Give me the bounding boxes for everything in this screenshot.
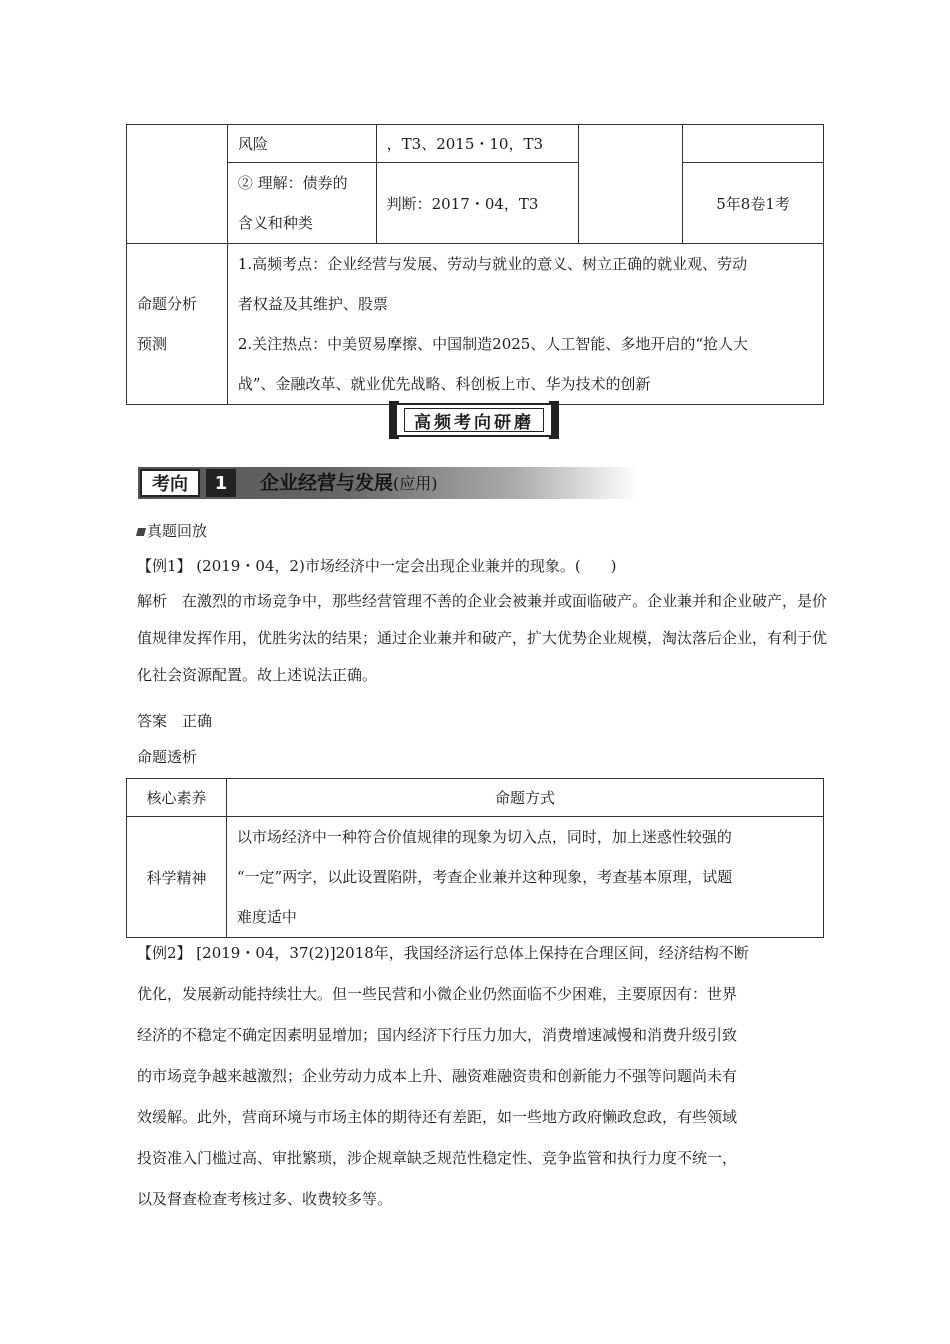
method-line: “一定”两字，以此设置陷阱，考查企业兼并这种现象，考查基本原理，试题 xyxy=(236,868,733,886)
analysis-line: 者权益及其维护、股票 xyxy=(237,295,388,313)
table-cell-exam-record: ，T3、2015・10，T3 xyxy=(376,125,579,163)
table-cell-empty xyxy=(579,125,683,244)
example2-line: 经济的不稳定不确定因素明显增加；国内经济下行压力加大，消费增速减慢和消费升级引致 xyxy=(137,1026,738,1044)
table-cell-frequency: 5年8卷1考 xyxy=(683,163,824,244)
table-cell-topic: 风险 xyxy=(227,125,376,163)
analysis-label-line: 预测 xyxy=(137,335,168,353)
analysis-line: 战”、金融改革、就业优先战略、科创板上市、华为技术的创新 xyxy=(237,375,651,393)
cell-line: ② 理解：债券的 xyxy=(237,174,348,192)
topic-tag: 考向 xyxy=(140,469,200,497)
example2-line: 的市场竞争越来越激烈；企业劳动力成本上升、融资难融资贵和创新能力不强等问题尚未有 xyxy=(137,1067,738,1085)
topic-subtitle: (应用) xyxy=(393,474,438,493)
analysis-content-cell xyxy=(227,244,823,405)
table-cell-topic xyxy=(227,163,376,244)
analysis-label-cell xyxy=(127,244,228,405)
table-header-cell: 核心素养 xyxy=(127,779,227,817)
topic-title xyxy=(260,469,438,497)
heading-review xyxy=(137,520,207,541)
topic-header-bar xyxy=(138,467,638,499)
table-cell-empty xyxy=(127,125,228,244)
example2-line: 【例2】 [2019・04，37(2)]2018年，我国经济运行总体上保持在合理区间，经济结构不断 xyxy=(137,944,749,962)
example2-line: 优化，发展新动能持续壮大。但一些民营和小微企业仍然面临不少困难，主要原因有：世界 xyxy=(137,985,738,1003)
analysis-label-line: 命题分析 xyxy=(137,295,198,313)
analysis-line: 2.关注热点：中美贸易摩擦、中国制造2025、人工智能、多地开启的“抢人大 xyxy=(237,335,749,353)
table-cell-empty xyxy=(683,125,824,163)
table-cell-method xyxy=(226,817,823,938)
example1-question: 【例1】 (2019・04，2)市场经济中一定会出现企业兼并的现象。( ) xyxy=(137,557,617,575)
method-line: 以市场经济中一种符合价值规律的现象为切入点，同时，加上迷惑性较强的 xyxy=(236,828,732,846)
cell-line: 含义和种类 xyxy=(237,214,313,232)
table-cell-quality: 科学精神 xyxy=(127,817,227,938)
exam-stats-table xyxy=(126,124,824,405)
square-bullet-icon xyxy=(136,528,146,536)
table-header-cell: 命题方式 xyxy=(226,779,823,817)
banner-title: 高频考向研磨 xyxy=(404,408,544,432)
answer-line: 答案 正确 xyxy=(137,712,213,730)
section-banner xyxy=(395,403,553,437)
analysis-table xyxy=(126,778,824,938)
table-cell-exam-record: 判断：2017・04，T3 xyxy=(376,163,579,244)
analysis-line: 1.高频考点：企业经营与发展、劳动与就业的意义、树立正确的就业观、劳动 xyxy=(237,255,748,273)
analysis-paragraph: 解析 在激烈的市场竞争中，那些经营管理不善的企业会被兼并或面临破产。企业兼并和企业破产，是价值规律发挥作用，优胜劣汰的结果；通过企业兼并和破产，扩大优势企业规模，淘汰落后企业，有利于优化社会资源配置。故上述说法正确。 xyxy=(137,592,828,684)
heading-analysis: 命题透析 xyxy=(137,748,198,766)
example2-line: 投资准入门槛过高、审批繁琐，涉企规章缺乏规范性稳定性、竞争监管和执行力度不统一， xyxy=(137,1149,738,1167)
example2-line: 以及督查检查考核过多、收费较多等。 xyxy=(137,1190,393,1208)
example2-line: 效缓解。此外，营商环境与市场主体的期待还有差距，如一些地方政府懒政怠政，有些领域 xyxy=(137,1108,738,1126)
method-line: 难度适中 xyxy=(236,908,297,926)
heading-review-text: 真题回放 xyxy=(147,522,208,540)
topic-title-text: 企业经营与发展 xyxy=(260,472,394,494)
topic-number: 1 xyxy=(206,469,236,497)
